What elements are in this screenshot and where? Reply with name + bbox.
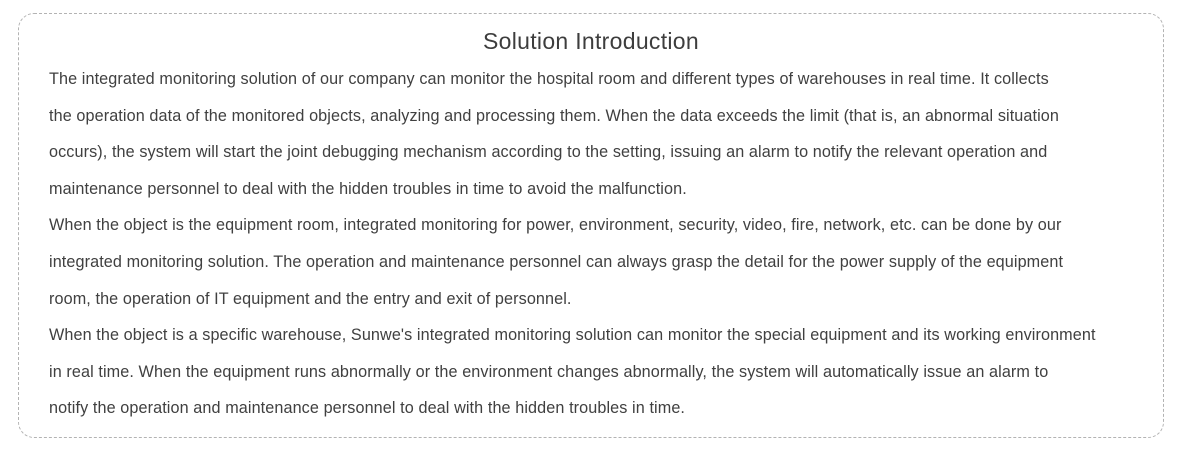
text-line: the operation data of the monitored objects, analyzing and processing them. When the data exceeds the limit (that is, an abnormal situation — [49, 106, 1060, 125]
text-line: room, the operation of IT equipment and the entry and exit of personnel. — [49, 289, 572, 308]
paragraph — [49, 61, 1133, 207]
text-line: notify the operation and maintenance personnel to deal with the hidden troubles in time. — [49, 399, 686, 418]
text-line: When the object is the equipment room, integrated monitoring for power, environment, security, video, fire, network, etc. can be done by our — [49, 216, 1062, 235]
text-line: in real time. When the equipment runs abnormally or the environment changes abnormally, the system will automatically issue an alarm to — [49, 362, 1049, 381]
text-line: occurs), the system will start the joint debugging mechanism according to the setting, issuing an alarm to notify the relevant operation and — [49, 143, 1048, 162]
paragraph — [49, 207, 1133, 317]
solution-introduction-panel — [18, 13, 1164, 438]
text-line: The integrated monitoring solution of our company can monitor the hospital room and different types of warehouses in real time. It collects — [49, 70, 1049, 88]
text-line: maintenance personnel to deal with the hidden troubles in time to avoid the malfunction. — [49, 179, 687, 198]
paragraph — [49, 317, 1133, 427]
text-line: integrated monitoring solution. The operation and maintenance personnel can always grasp the detail for the power supply of the equipment — [49, 252, 1064, 271]
text-line: When the object is a specific warehouse, Sunwe's integrated monitoring solution can monitor the special equipment and its working environment — [49, 326, 1096, 345]
page-title: Solution Introduction — [483, 28, 699, 54]
body-text — [19, 59, 1163, 427]
